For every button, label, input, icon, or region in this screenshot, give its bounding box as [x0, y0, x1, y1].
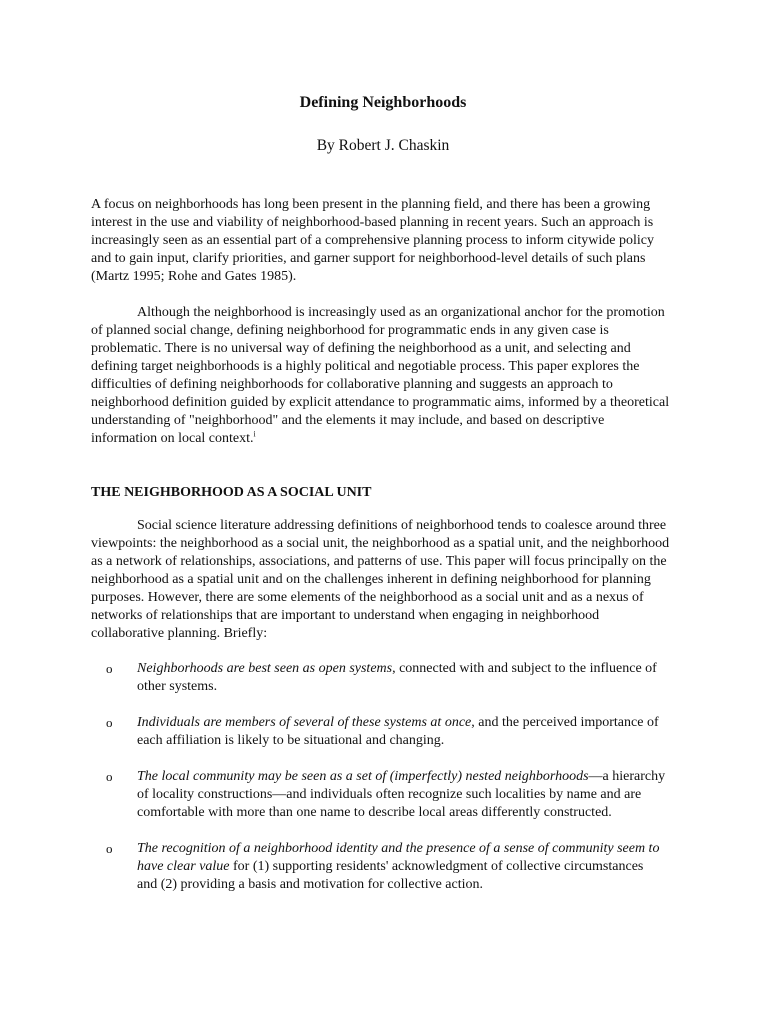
bullet-list — [106, 660, 666, 912]
list-item — [106, 714, 666, 750]
section-paragraph — [91, 517, 673, 643]
bullet-emphasis: The recognition of a neighborhood identity and the presence of a sense of community seem to have clear value — [137, 841, 660, 874]
bullet-text: for (1) supporting residents' acknowledgment of collective circumstances and (2) providing a basis and motivation for collective action. — [137, 859, 644, 892]
bullet-text: , and the perceived importance of each affiliation is likely to be situational and changing. — [137, 715, 659, 748]
section-paragraph-text: Social science literature addressing definitions of neighborhood tends to coalesce around three viewpoints: the neighborhood as a social unit, the neighborhood as a spatial unit, and the neighborhood as a network of relationships, associations, and patterns of use. This paper will focus principally on the neighborhood as a spatial unit and on the challenges inherent in defining neighborhood for planning purposes. However, there are some elements of the neighborhood as a social unit and as a nexus of networks of relationships that are important to understand when engaging in neighborhood collaborative planning. Briefly: — [91, 518, 670, 641]
bullet-text: —a hierarchy of locality constructions—and individuals often recognize such localities by name and are comfortable with more than one name to describe local areas differently constructed. — [137, 769, 666, 820]
document-page — [91, 0, 671, 1024]
bullet-marker: o — [106, 715, 113, 730]
list-item — [106, 768, 666, 822]
second-paragraph — [91, 304, 673, 448]
second-paragraph-text: Although the neighborhood is increasingly used as an organizational anchor for the promotion of planned social change, defining neighborhood for programmatic ends in any given case is problematic. There is no universal way of defining the neighborhood as a unit, and selecting and defining target neighborhoods is a highly political and negotiable process. This paper explores the difficulties of defining neighborhoods for collaborative planning and suggests an approach to neighborhood definition guided by explicit attendance to programmatic aims, informed by a theoretical understanding of "neighborhood" and the elements it may include, and based on descriptive information on local context. — [91, 305, 670, 446]
bullet-marker: o — [106, 661, 113, 676]
bullet-emphasis: Individuals are members of several of these systems at once — [137, 715, 472, 730]
bullet-marker: o — [106, 769, 113, 784]
bullet-marker: o — [106, 841, 113, 856]
document-author: By Robert J. Chaskin — [316, 137, 450, 154]
bullet-text: , connected with and subject to the influence of other systems. — [137, 661, 657, 694]
document-title: Defining Neighborhoods — [299, 94, 467, 111]
list-item — [106, 660, 666, 696]
bullet-emphasis: The local community may be seen as a set of (imperfectly) nested neighborhoods — [137, 769, 589, 784]
list-item — [106, 840, 666, 894]
intro-paragraph — [91, 196, 673, 286]
footnote-marker[interactable]: i — [253, 429, 256, 439]
section-heading: THE NEIGHBORHOOD AS A SOCIAL UNIT — [91, 485, 372, 500]
bullet-emphasis: Neighborhoods are best seen as open systems — [137, 661, 393, 676]
intro-paragraph-text: A focus on neighborhoods has long been present in the planning field, and there has been a growing interest in the use and viability of neighborhood-based planning in recent years. Such an approach is increasingly seen as an essential part of a comprehensive planning process to inform citywide policy and to gain input, clarify priorities, and garner support for neighborhood-level details of such plans (Martz 1995; Rohe and Gates 1985). — [91, 197, 654, 284]
